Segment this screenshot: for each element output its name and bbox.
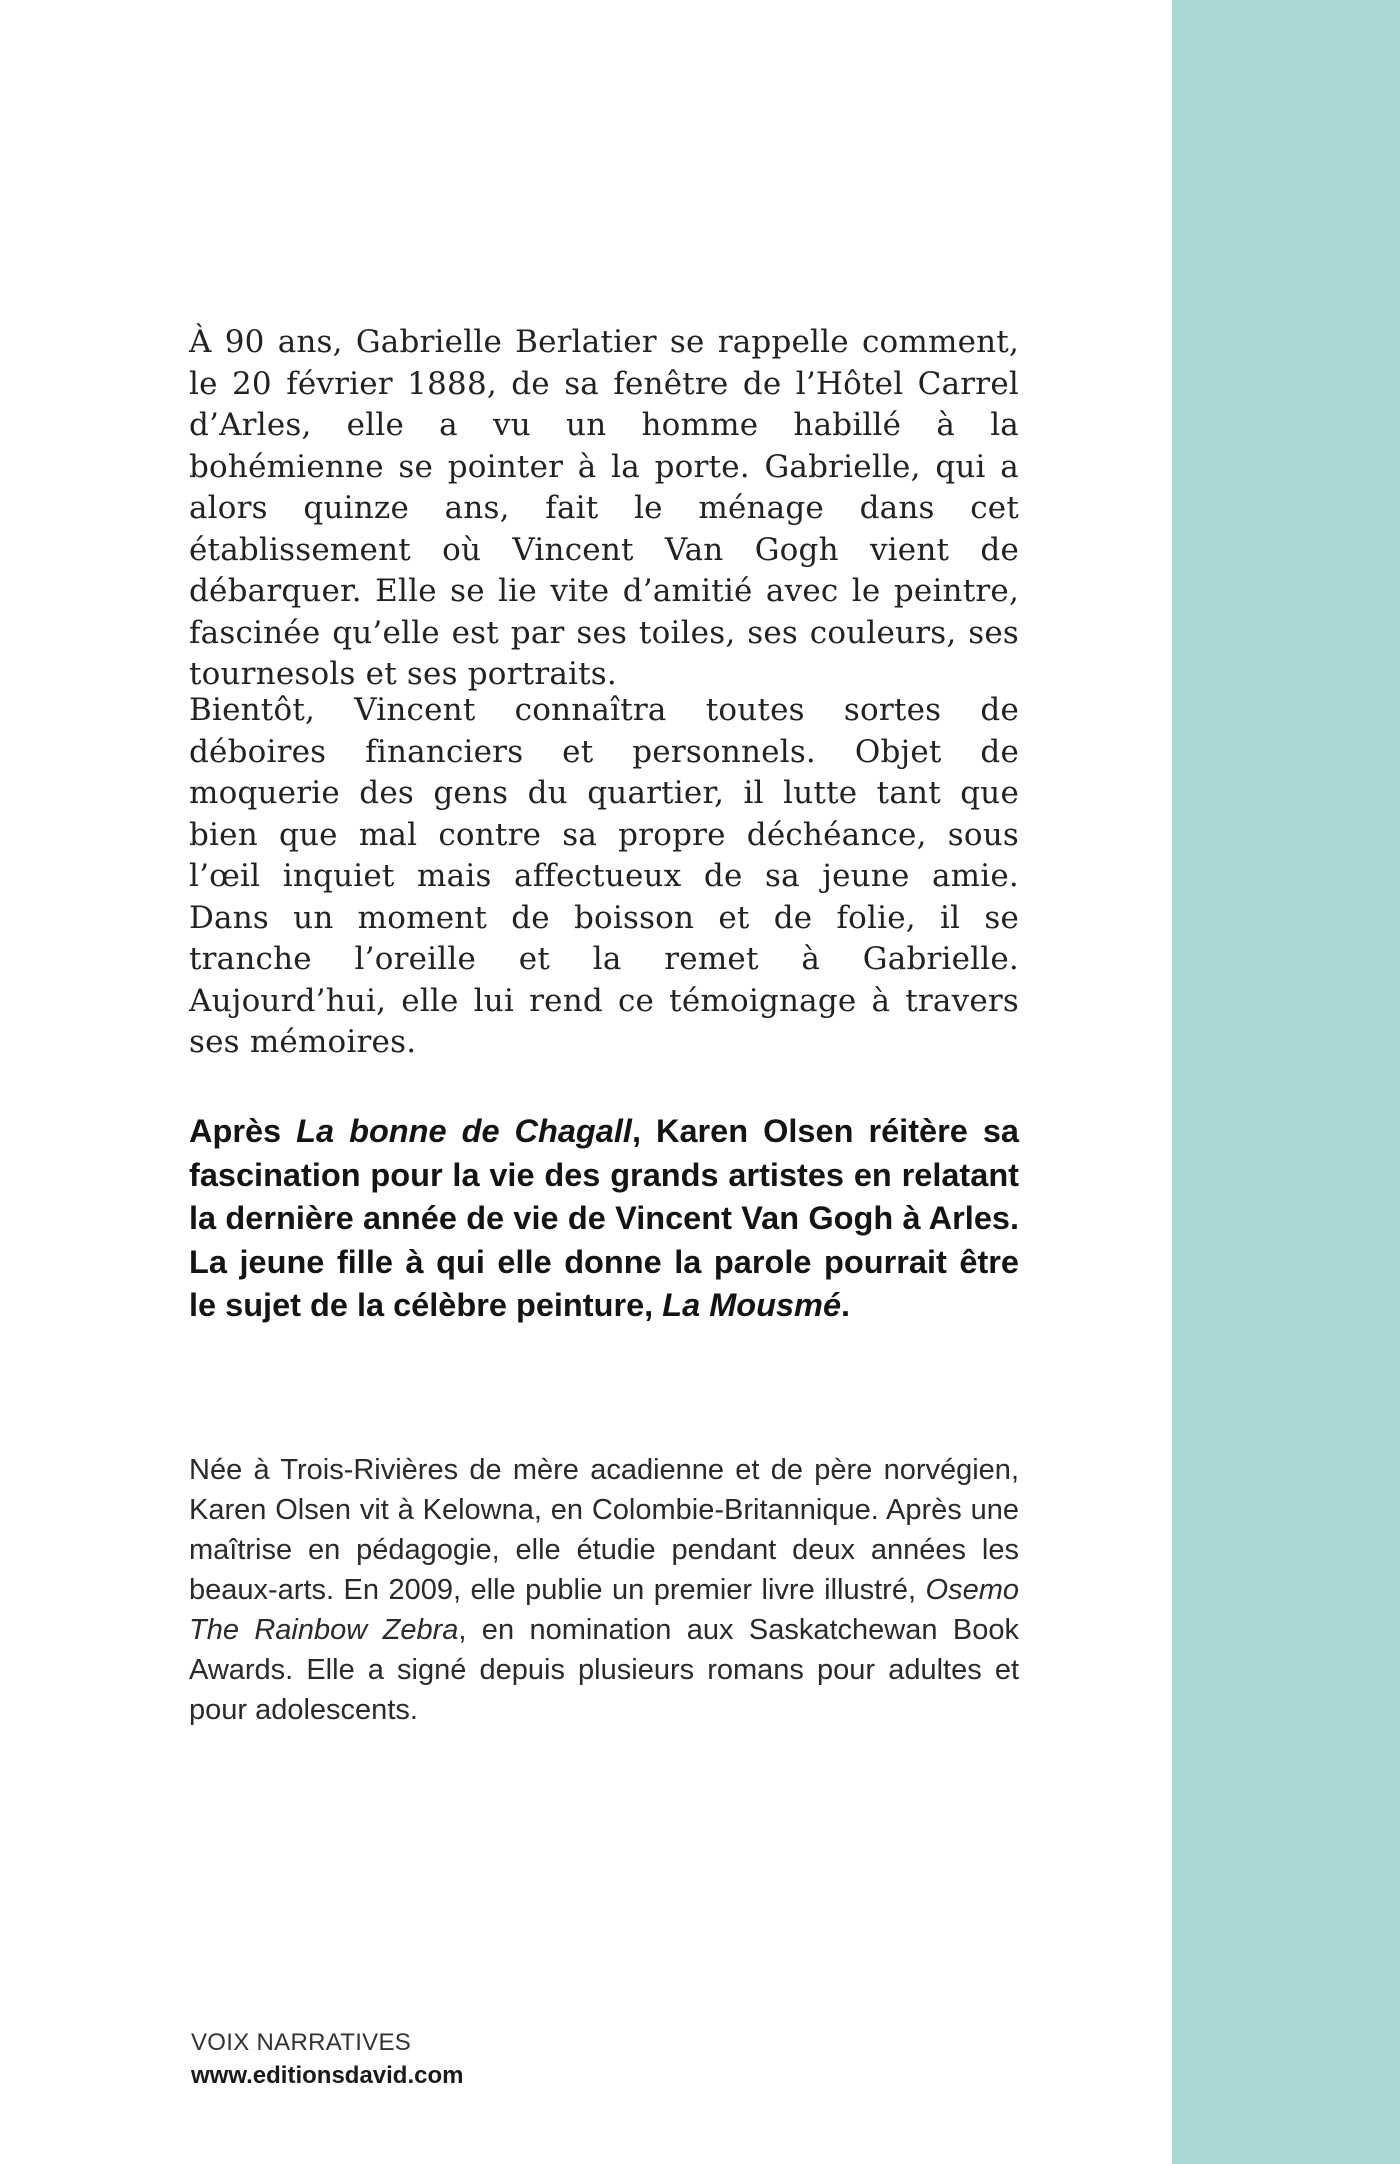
summary-paragraph-1: À 90 ans, Gabrielle Berlatier se rappelle comment, le 20 février 1888, de sa fenêtre de l’Hôtel Carrel d’Arles, elle a vu un homme habillé à la bohémienne se pointer à la porte. Gabrielle, qui a alors quinze ans, fait le ménage dans cet établissement où Vincent Van Gogh vient de débarquer. Elle se lie vite d’amitié avec le peintre, fascinée qu’elle est par ses toiles, ses couleurs, ses tournesols et ses portraits. bbox=[189, 324, 1019, 692]
author-bio-part-2: , en nomination aux Saskatchewan Book Awards. Elle a signé depuis plusieurs romans pour adultes et pour adolescents. bbox=[189, 1614, 1019, 1726]
collection-name: VOIX NARRATIVES bbox=[191, 2029, 412, 2056]
previous-book-title: La bonne de Chagall bbox=[296, 1113, 632, 1149]
publisher-website: www.editionsdavid.com bbox=[191, 2062, 464, 2089]
side-color-band bbox=[1172, 0, 1400, 2164]
author-bio bbox=[189, 1450, 1019, 1730]
highlight-middle: , Karen Olsen réitère sa fascination pour la vie des grands artistes en relatant la dernière année de vie de Vincent Van Gogh à Arles. La jeune fille à qui elle donne la parole pourrait être le sujet de la célèbre peinture, bbox=[189, 1113, 1020, 1323]
highlight-intro: Après bbox=[189, 1113, 297, 1149]
highlight-paragraph bbox=[189, 1110, 1019, 1328]
illustrated-book-title: Osemo The Rainbow Zebra bbox=[189, 1574, 1019, 1646]
author-bio-part-1: Née à Trois-Rivières de mère acadienne et de père norvégien, Karen Olsen vit à Kelowna, en Colombie-Britannique. Après une maîtrise en pédagogie, elle étudie pendant deux années les beaux-arts. En 2009, elle publie un premier livre illustré, bbox=[189, 1454, 1019, 1606]
summary-paragraph-2: Bientôt, Vincent connaîtra toutes sortes de déboires financiers et personnels. Objet de moquerie des gens du quartier, il lutte tant que bien que mal contre sa propre déchéance, sous l’œil inquiet mais affectueux de sa jeune amie. Dans un moment de boisson et de folie, il se tranche l’oreille et la remet à Gabrielle. Aujourd’hui, elle lui rend ce témoignage à travers ses mémoires. bbox=[189, 692, 1019, 1060]
painting-title: La Mousmé bbox=[662, 1287, 842, 1323]
highlight-end: . bbox=[841, 1287, 851, 1323]
